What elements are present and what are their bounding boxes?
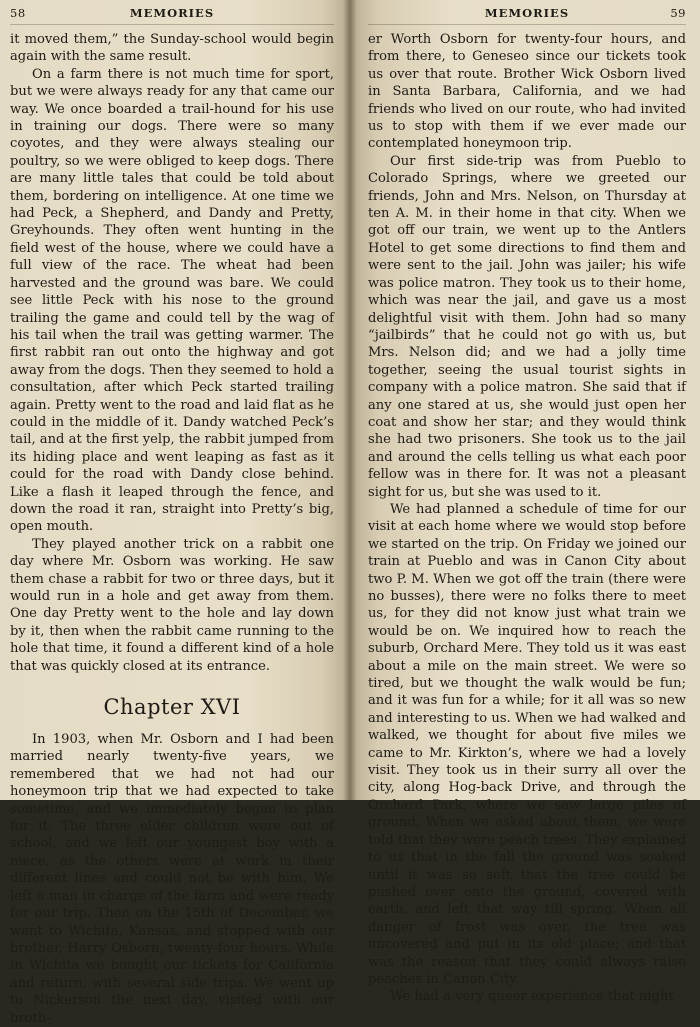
left-page-number: 58 [10,6,26,20]
right-page-header [368,6,686,25]
chapter-paragraph-1: In 1903, when Mr. Osborn and I had been married nearly twenty-five years, we remembered that we had not had our honeymoon trip that we had expected to take sometime, and we immediately began to plan for it. The three older children were out of school, and we left our youngest boy with a niece, as the others were at work in their different lines and could not be with him. We left a man in charge of the farm and were ready for our trip. Then on the 15th of December, we went to Wichita, Kansas, and stopped with our brother, Harry Osborn, twenty-four hours. While in Wichita we bought our tickets for California and return, with several side trips. We went up to Nickerson the next day, visited with our broth- [10,732,334,1026]
chapter-heading: Chapter XVI [103,695,241,720]
left-running-title: MEMORIES [129,6,215,20]
right-paragraph-4: We had a very queer experience that night [390,989,674,1005]
left-paragraph-2: On a farm there is not much time for sport, but we were always ready for any that came our way. We once boarded a trail-hound for his use in training our dogs. There were so many coyotes, and they were always stealing our poultry, so we were obliged to keep dogs. There are many little tales that could be told about them, bordering on intelligence. At one time we had Peck, a Shepherd, and Dandy and Pretty, Greyhounds. They often went hunting in the field west of the house, where we could have a full view of the race. The wheat had been harvested and the ground was bare. We could see little Peck with his nose to the ground trailing the game and could tell by the wag of his tail when the trail was getting warmer. The first rabbit ran out onto the highway and got away from the dogs. Then they seemed to hold a consultation, after which Peck started trailing again. Pretty went to the road and laid flat as he could in the middle of it. Dandy watched Peck’s tail, and at the first yelp, the rabbit jumped from its hiding place and went leaping as fast as it could for the road with Dandy close behind. Like a flash it leaped through the fence, and down the road it ran, straight into Pretty’s big, open mouth. [10,66,334,535]
right-paragraph-1: er Worth Osborn for twenty-four hours, and from there, to Geneseo since our tickets took us over that route. Brother Wick Osborn lived in Santa Barbara, California, and we had friends who lived on our route, who had invited us to stop with them if we ever made our contemplated honeymoon trip. [368,32,686,152]
right-paragraph-3: We had planned a schedule of time for our visit at each home where we would stop before we started on the trip. On Friday we joined our train at Pueblo and was in Canon City about two P. M. When we got off the train (there were no busses), there were no folks there to meet us, for they did not know just what train we would be on. We inquired how to reach the suburb, Orchard Mere. They told us it was east about a mile on the main street. We were so tired, but we thought the walk would be fun; and it was fun for a while; for it all was so new and interesting to us. When we had walked and walked, we thought for about five miles we came to Mr. Kirkton’s, where we had a lovely visit. They took us in their surry all over the city, along Hog-back Drive, and through the Orchard Park, where we saw large piles of ground. When we asked about them, we were told that they were peach trees. They explained to us that in the fall the ground was soaked until it was so soft that the tree could be pushed over onto the ground, covered with earth, and left that way till spring. When all danger of frost was over, the tree was uncovered and put in its old place; and that was the reason that they could always raise peaches in Canon City. [368,501,686,987]
right-page-number: 59 [670,6,686,20]
right-page [350,0,700,1005]
left-page [0,0,350,1026]
right-running-title: MEMORIES [484,6,570,20]
right-paragraph-2: Our first side-trip was from Pueblo to Colorado Springs, where we greeted our friends, John and Mrs. Nelson, on Thursday at ten A. M. in their home in that city. When we got off our train, we went up to the Antlers Hotel to get some directions to find them and were sent to the jail. John was jailer; his wife was police matron. They took us to their home, which was near the jail, and gave us a most delightful visit with them. John had so many “jailbirds” that he could not go with us, but Mrs. Nelson did; and we had a jolly time together, seeing the usual tourist sights in company with a police matron. She said that if any one stared at us, she would just open her coat and show her star; and they would think she had two prisoners. She took us to the jail and around the cells telling us what each poor fellow was in there for. It was not a pleasant sight for us, but she was used to it. [368,153,686,500]
left-paragraph-3: They played another trick on a rabbit one day where Mr. Osborn was working. He saw them chase a rabbit for two or three days, but it would run in a hole and get away from them. One day Pretty went to the hole and lay down by it, then when the rabbit came running to the hole that time, it found a different kind of a hole that was quickly closed at its entrance. [10,536,334,674]
left-paragraph-1: it moved them,” the Sunday-school would begin again with the same result. [10,32,334,65]
left-page-header [10,6,334,25]
